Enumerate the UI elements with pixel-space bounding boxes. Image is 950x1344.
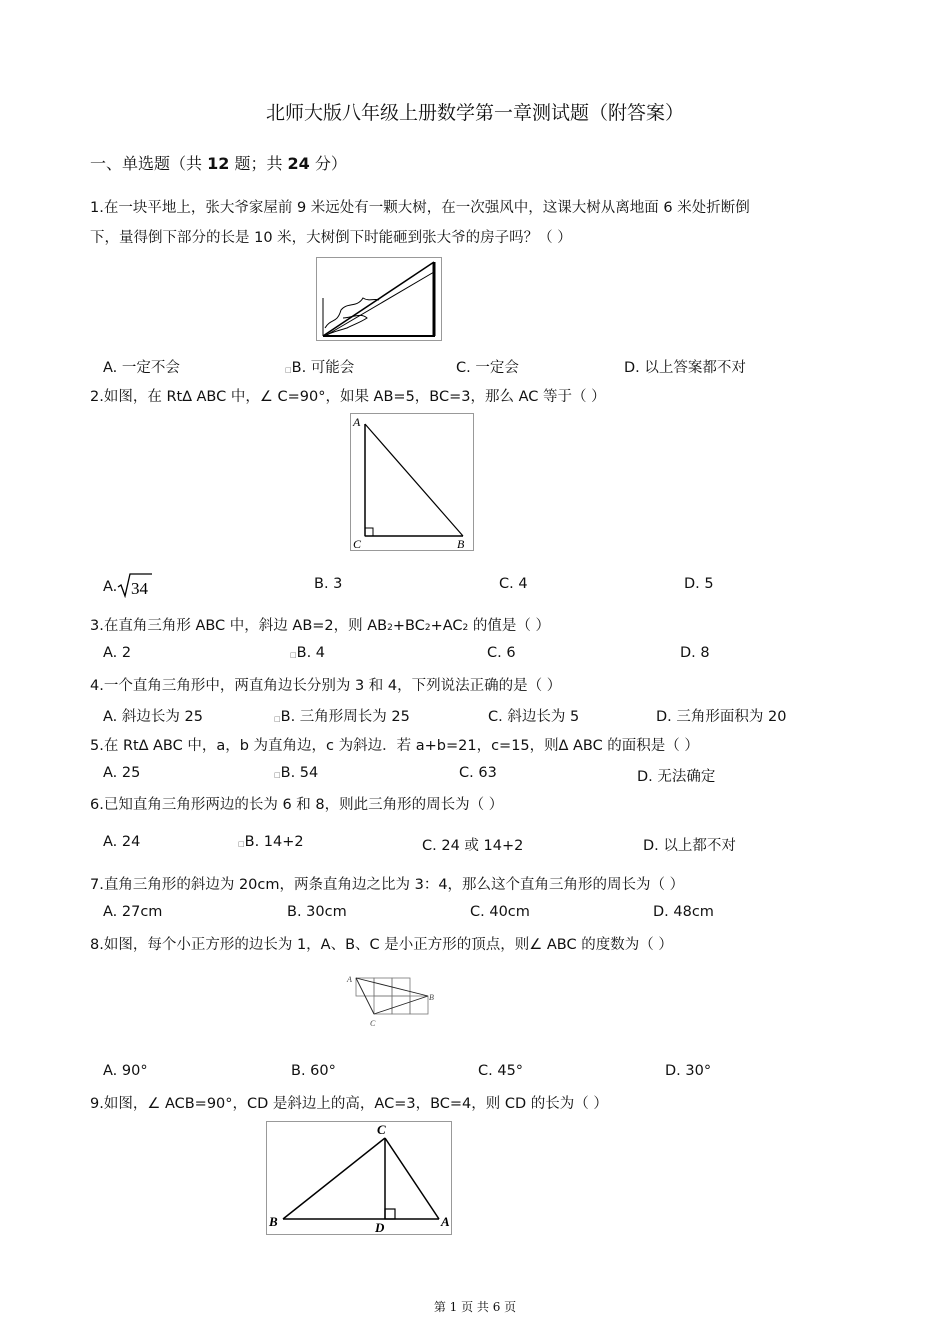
label-a: A (353, 415, 361, 429)
q4-option-a[interactable]: A. 斜边长为 25 (103, 709, 203, 725)
q7-option-b[interactable]: B. 30cm (287, 904, 347, 920)
q8-option-d[interactable]: D. 30° (665, 1063, 712, 1079)
q3-option-a[interactable]: A. 2 (103, 645, 132, 661)
q2-option-d[interactable]: D. 5 (684, 576, 714, 592)
q6-option-b[interactable]: □B. 14+2 (238, 834, 304, 850)
question-4-text: 4.一个直角三角形中，两直角边长分别为 3 和 4，下列说法正确的是（ ） (90, 678, 562, 694)
q1-option-a[interactable]: A. 一定不会 (103, 360, 180, 376)
q3-option-b[interactable]: □B. 4 (290, 645, 326, 661)
q4-option-b[interactable]: □B. 三角形周长为 25 (274, 709, 410, 725)
question-2-text: 2.如图，在 Rt∆ ABC 中，∠ C=90°，如果 AB=5，BC=3，那么 AC 等于（ ） (90, 389, 606, 405)
page-footer: 第 1 页 共 6 页 (433, 1300, 517, 1314)
question-7-text: 7.直角三角形的斜边为 20cm，两条直角边之比为 3：4，那么这个直角三角形的周长为（ ） (90, 877, 685, 893)
grid-angle-figure (344, 972, 440, 1030)
q6-option-a[interactable]: A. 24 (103, 834, 141, 850)
altitude-triangle-figure (266, 1121, 452, 1235)
question-6-text: 6.已知直角三角形两边的长为 6 和 8，则此三角形的周长为（ ） (90, 797, 504, 813)
label-c: C (377, 1122, 386, 1137)
option-marker-icon: □ (290, 651, 297, 659)
option-marker-icon: □ (274, 715, 281, 723)
q1-option-d[interactable]: D. 以上答案都不对 (624, 360, 746, 376)
q7-option-c[interactable]: C. 40cm (470, 904, 530, 920)
label-c: C (353, 537, 362, 550)
q3-option-d[interactable]: D. 8 (680, 645, 710, 661)
label-b: B (429, 993, 434, 1002)
sqrt-icon (117, 572, 153, 602)
q4-option-c[interactable]: C. 斜边长为 5 (488, 709, 580, 725)
svg-text:34: 34 (131, 579, 149, 598)
right-triangle-figure (350, 413, 474, 551)
option-marker-icon: □ (285, 366, 292, 374)
q3-option-c[interactable]: C. 6 (487, 645, 516, 661)
q5-option-a[interactable]: A. 25 (103, 765, 141, 781)
q5-option-b[interactable]: □B. 54 (274, 765, 319, 781)
q6-option-c[interactable]: C. 24 或 14+2 (422, 838, 524, 854)
page-title: 北师大版八年级上册数学第一章测试题（附答案） (265, 102, 684, 124)
question-1-line-2: 下，量得倒下部分的长是 10 米，大树倒下时能砸到张大爷的房子吗？（ ） (90, 230, 572, 246)
label-a: A (441, 1214, 450, 1229)
q5-option-d[interactable]: D. 无法确定 (637, 769, 716, 785)
q7-option-d[interactable]: D. 48cm (653, 904, 714, 920)
question-8-text: 8.如图，每个小正方形的边长为 1，A、B、C 是小正方形的顶点，则∠ ABC 的度数为（ ） (90, 937, 673, 953)
question-1-line-1: 1.在一块平地上，张大爷家屋前 9 米远处有一颗大树，在一次强风中，这课大树从离地面 6 米处折断倒 (90, 200, 750, 216)
label-a: A (347, 975, 352, 984)
option-marker-icon: □ (238, 840, 245, 848)
q6-option-d[interactable]: D. 以上都不对 (643, 838, 736, 854)
q2-option-b[interactable]: B. 3 (314, 576, 343, 592)
label-b: B (269, 1214, 278, 1229)
q8-option-a[interactable]: A. 90° (103, 1063, 148, 1079)
option-marker-icon: □ (274, 771, 281, 779)
label-b: B (457, 537, 465, 550)
section-heading: 一、单选题（共 12 题；共 24 分） (90, 154, 347, 173)
q2-option-c[interactable]: C. 4 (499, 576, 528, 592)
label-d: D (375, 1220, 385, 1234)
q7-option-a[interactable]: A. 27cm (103, 904, 163, 920)
q4-option-d[interactable]: D. 三角形面积为 20 (656, 709, 787, 725)
question-9-text: 9.如图，∠ ACB=90°，CD 是斜边上的高，AC=3，BC=4，则 CD 的长为（ ） (90, 1096, 608, 1112)
q5-option-c[interactable]: C. 63 (459, 765, 497, 781)
q8-option-c[interactable]: C. 45° (478, 1063, 524, 1079)
label-c: C (370, 1019, 376, 1028)
q1-option-b[interactable]: □B. 可能会 (285, 360, 355, 376)
question-5-text: 5.在 Rt∆ ABC 中，a，b 为直角边，c 为斜边．若 a+b=21，c=15，则∆ ABC 的面积是（ ） (90, 738, 699, 754)
q2-option-a[interactable]: A. 34 (103, 572, 153, 602)
tree-figure (316, 257, 442, 341)
q8-option-b[interactable]: B. 60° (291, 1063, 336, 1079)
q1-option-c[interactable]: C. 一定会 (456, 360, 519, 376)
question-3-text: 3.在直角三角形 ABC 中，斜边 AB=2，则 AB2+BC2+AC2 的值是（ ） (90, 618, 550, 634)
